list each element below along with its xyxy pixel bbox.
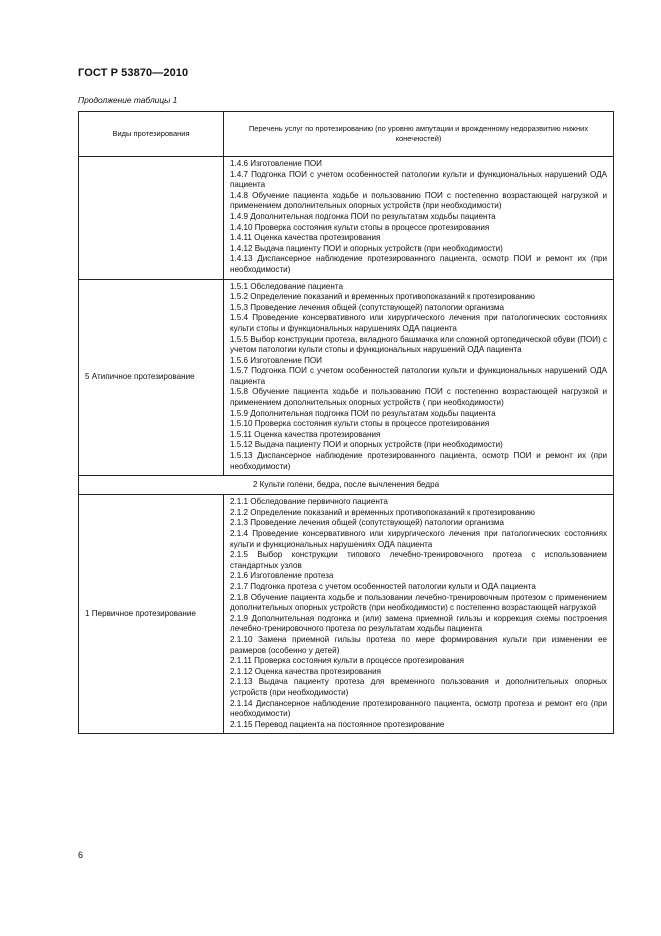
table-row [79, 495, 614, 734]
service-item: 2.1.4 Проведение консервативного или хирургического лечения при патологических состояниях культи и функциональных нарушениях ОДА пациента [230, 529, 607, 549]
service-item: 1.4.8 Обучение пациента ходьбе и пользованию ПОИ с постепенно возрастающей нагрузкой и применением дополнительных опорных устройств (при необходимости) [230, 190, 607, 211]
table-row [79, 157, 614, 280]
service-item: 1.5.10 Проверка состояния культи стопы в процессе протезирования [230, 419, 490, 429]
kind-cell-empty [79, 157, 224, 280]
service-item: 1.4.13 Диспансерное наблюдение протезированного пациента, осмотр ПОИ и ремонт их (при необходимости) [230, 254, 607, 274]
service-item: 1.5.3 Проведение лечения общей (сопутствующей) патологии организма [230, 302, 504, 312]
table-caption: Продолжение таблицы 1 [78, 95, 178, 105]
section-heading: 2 Культи голени, бедра, после вычленения бедра [79, 476, 614, 495]
service-item: 1.5.11 Оценка качества протезирования [230, 429, 381, 439]
services-list [224, 495, 614, 734]
column-header-kinds: Виды протезирования [79, 112, 224, 157]
service-item: 2.1.12 Оценка качества протезирования [230, 666, 381, 676]
service-item: 2.1.1 Обследование первичного пациента [230, 497, 388, 507]
service-item: 1.4.12 Выдача пациенту ПОИ и опорных устройств (при необходимости) [230, 243, 503, 253]
document-standard-title: ГОСТ Р 53870—2010 [78, 67, 189, 79]
service-item: 2.1.7 Подгонка протеза с учетом особенностей патологии культи и ОДА пациента [230, 581, 536, 591]
service-item: 1.5.1 Обследование пациента [230, 281, 343, 291]
service-item: 2.1.10 Замена приемной гильзы протеза по мере формирования культи при изменении ее размеров (особенно у детей) [230, 634, 607, 655]
services-table [78, 111, 614, 734]
table-header-row [79, 112, 614, 157]
service-item: 1.5.5 Выбор конструкции протеза, вкладного башмачка или сложной ортопедической обуви (ПОИ) с учетом патологии культи стопы и функциональных нарушений ОДА пациента [230, 334, 607, 355]
service-item: 2.1.11 Проверка состояния культи в процессе протезирования [230, 656, 465, 666]
service-item: 1.4.9 Дополнительная подгонка ПОИ по результатам ходьбы пациента [230, 211, 496, 221]
service-item: 1.4.6 Изготовление ПОИ [230, 159, 323, 168]
service-item: 2.1.3 Проведение лечения общей (сопутствующей) патологии организма [230, 518, 504, 528]
service-item: 2.1.14 Диспансерное наблюдение протезированного пациента, осмотр протеза и ремонт его (при необходимости) [230, 698, 607, 719]
service-item: 1.5.2 Определение показаний и временных противопоказаний к протезированию [230, 292, 535, 302]
service-item: 1.5.12 Выдача пациенту ПОИ и опорных устройств (при необходимости) [230, 440, 503, 450]
service-item: 1.5.9 Дополнительная подгонка ПОИ по результатам ходьбы пациента [230, 408, 496, 418]
service-item: 2.1.13 Выдача пациенту протеза для временного пользования и дополнительных опорных устройств (при необходимости) [230, 677, 607, 697]
column-header-services: Перечень услуг по протезированию (по уровню ампутации и врожденному недоразвитию нижних конечностей) [224, 112, 614, 157]
service-item: 1.5.7 Подгонка ПОИ с учетом особенностей патологии культи и функциональных нарушений ОДА пациента [230, 366, 607, 386]
service-item: 2.1.5 Выбор конструкции типового лечебно-тренировочного протеза с использованием стандартных узлов [230, 550, 607, 570]
service-item: 1.4.7 Подгонка ПОИ с учетом особенностей патологии культи и функциональных нарушений ОДА пациента [230, 169, 607, 190]
service-item: 2.1.2 Определение показаний и временных противопоказаний к протезированию [230, 507, 535, 517]
services-list [224, 279, 614, 476]
service-item: 1.5.13 Диспансерное наблюдение протезированного пациента, осмотр ПОИ и ремонт их (при необходимости) [230, 451, 607, 471]
service-item: 2.1.15 Перевод пациента на постоянное протезирование [230, 719, 445, 729]
service-item: 1.4.10 Проверка состояния культи стопы в процессе протезирования [230, 222, 490, 232]
service-item: 2.1.9 Дополнительная подгонка и (или) замена приемной гильзы и коррекция схемы построения лечебно-тренировочного протеза по результатам ходьбы пациента [230, 613, 607, 634]
kind-cell: 5 Атипичное протезирование [79, 279, 224, 476]
service-item: 2.1.8 Обучение пациента ходьбе и пользовании лечебно-тренировочным протезом с применением дополнительных опорных устройств (при необходимости) с постепенно возрастающей нагрузкой [230, 592, 607, 613]
page-number: 6 [78, 850, 84, 860]
services-list [224, 157, 614, 280]
kind-cell: 1 Первичное протезирование [79, 495, 224, 734]
section-heading-row [79, 476, 614, 495]
service-item: 1.4.11 Оценка качества протезирования [230, 233, 381, 243]
table-row [79, 279, 614, 476]
service-item: 1.5.8 Обучение пациента ходьбе и пользованию ПОИ с постепенно возрастающей нагрузкой и применением дополнительных опорных устройств ( при необходимости) [230, 387, 607, 408]
service-item: 1.5.4 Проведение консервативного или хирургического лечения при патологических состояниях культи стопы и функциональных нарушениях ОДА пациента [230, 313, 607, 333]
service-item: 2.1.6 Изготовление протеза [230, 571, 334, 581]
service-item: 1.5.6 Изготовление ПОИ [230, 355, 323, 365]
